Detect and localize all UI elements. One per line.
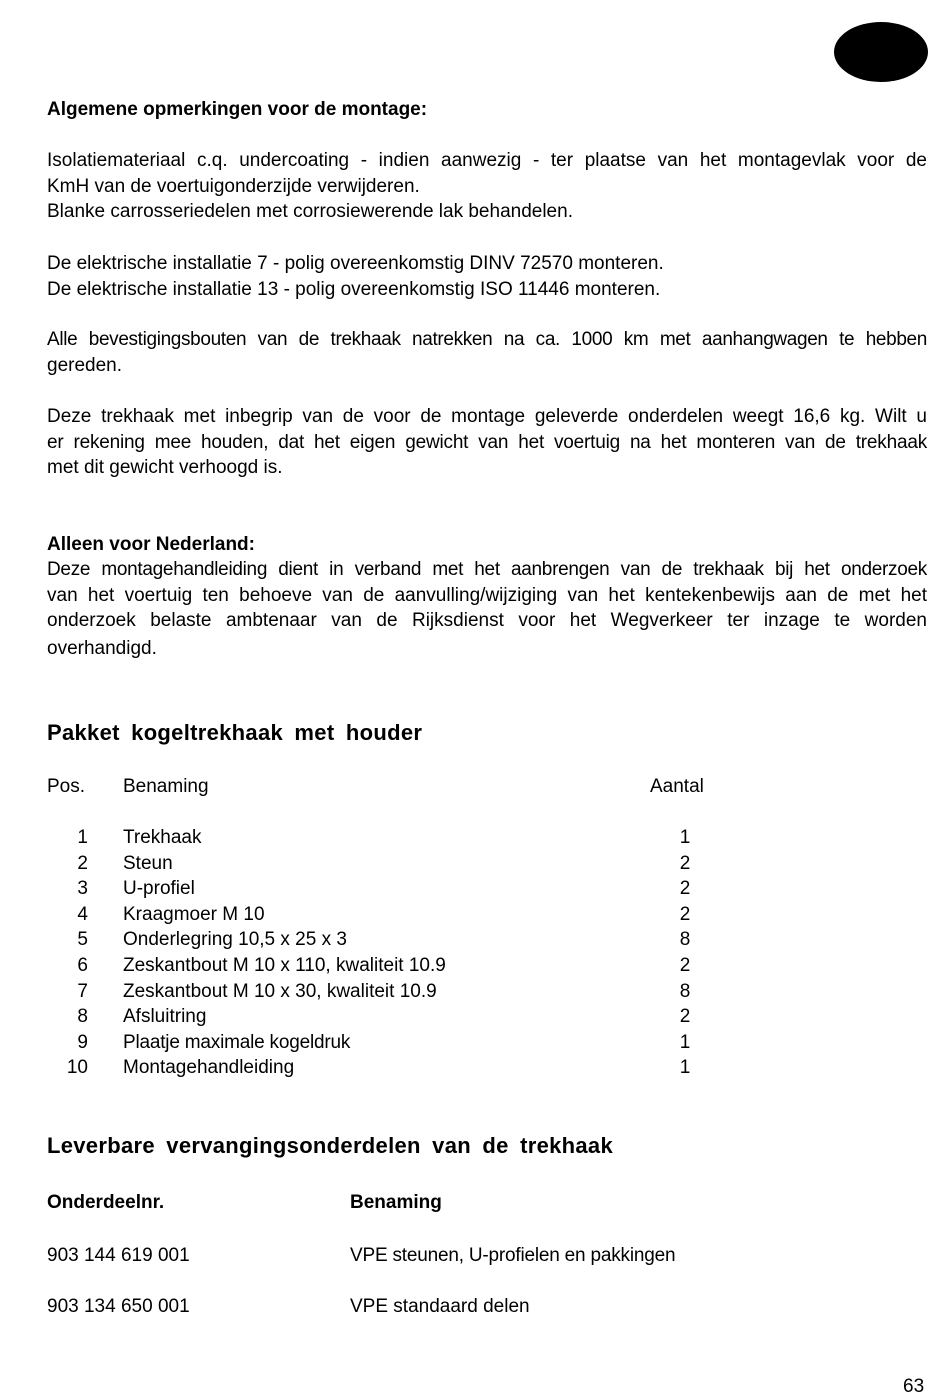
row-part-number: 903 144 619 001 [47, 1245, 190, 1266]
row-name: Afsluitring [123, 1006, 207, 1028]
text-line: Deze trekhaak met inbegrip van de voor de montage geleverde onderdelen weegt 16,6 kg. Wilt u [47, 406, 927, 427]
row-qty: 1 [679, 1057, 691, 1079]
row-qty: 1 [679, 827, 691, 848]
row-name: U-profiel [123, 878, 195, 900]
row-pos: 7 [77, 980, 88, 1002]
row-qty: 8 [679, 929, 691, 951]
table-row [0, 825, 900, 851]
table-row [0, 927, 900, 953]
row-qty: 8 [679, 980, 691, 1002]
row-pos: 8 [77, 1006, 88, 1028]
table-row [0, 1055, 900, 1081]
row-name: Montagehandleiding [123, 1057, 295, 1079]
row-pos: 10 [66, 1057, 88, 1079]
row-pos: 1 [77, 827, 88, 848]
row-qty: 2 [679, 852, 691, 874]
general-paragraph-3 [47, 327, 927, 378]
row-name: Steun [123, 852, 173, 874]
spares-title: Leverbare vervangingsonderdelen van de trekhaak [47, 1133, 613, 1158]
header-part: Onderdeelnr. [47, 1192, 165, 1213]
table-row [0, 902, 900, 928]
text-line: onderzoek belaste ambtenaar van de Rijksdienst voor het Wegverkeer ter inzage te worden [47, 610, 927, 632]
black-oval-mark [834, 22, 928, 82]
header-pos: Pos. [47, 776, 86, 797]
header-qty: Aantal [650, 776, 704, 797]
row-qty: 2 [679, 878, 691, 900]
text-line: met dit gewicht verhoogd is. [47, 457, 283, 479]
text-line: van het voertuig ten behoeve van de aanvulling/wijziging van het kentekenbewijs aan de met het [47, 584, 927, 606]
page-number: 63 [903, 1376, 925, 1397]
package-table [0, 774, 950, 1094]
table-row [0, 979, 900, 1005]
general-paragraph-2 [47, 251, 927, 302]
text-line: Deze montagehandleiding dient in verband met het aanbrengen van de trekhaak bij het onderzoek [47, 559, 927, 580]
row-pos: 9 [77, 1031, 88, 1053]
row-part-number: 903 134 650 001 [47, 1296, 190, 1317]
general-paragraph-1 [47, 148, 927, 225]
row-pos: 3 [77, 878, 88, 900]
spares-header-row [0, 1190, 900, 1216]
header-name: Benaming [350, 1192, 442, 1213]
package-header-row [0, 774, 900, 800]
row-pos: 5 [77, 929, 88, 951]
text-line: De elektrische installatie 7 - polig overeenkomstig DINV 72570 monteren. [47, 253, 664, 274]
netherlands-paragraph [47, 557, 927, 662]
row-qty: 2 [679, 903, 691, 925]
row-name: Onderlegring 10,5 x 25 x 3 [123, 929, 347, 951]
text-line: Blanke carrosseriedelen met corrosiewerende lak behandelen. [47, 201, 573, 223]
table-row [0, 851, 900, 877]
table-row [0, 1294, 900, 1320]
row-qty: 2 [679, 955, 691, 976]
header-name: Benaming [123, 776, 209, 797]
spares-table [0, 1190, 950, 1330]
table-row [0, 1004, 900, 1030]
package-title: Pakket kogeltrekhaak met houder [47, 720, 423, 745]
table-row [0, 876, 900, 902]
row-name: Zeskantbout M 10 x 30, kwaliteit 10.9 [123, 980, 437, 1002]
row-pos: 4 [77, 903, 88, 925]
row-name: Plaatje maximale kogeldruk [123, 1031, 351, 1053]
text-line: gereden. [47, 354, 123, 376]
row-name: VPE standaard delen [350, 1296, 530, 1317]
general-paragraph-4 [47, 404, 927, 481]
row-name: Kraagmoer M 10 [123, 903, 265, 925]
row-name: VPE steunen, U-profielen en pakkingen [350, 1245, 676, 1266]
row-name: Zeskantbout M 10 x 110, kwaliteit 10.9 [123, 955, 446, 976]
table-row [0, 1243, 900, 1269]
table-row [0, 953, 900, 979]
netherlands-title: Alleen voor Nederland: [47, 534, 255, 555]
text-line: Isolatiemateriaal c.q. undercoating - indien aanwezig - ter plaatse van het montagevlak voor de [47, 150, 927, 171]
row-pos: 6 [77, 955, 88, 976]
table-row [0, 1030, 900, 1056]
text-line: KmH van de voertuigonderzijde verwijderen. [47, 175, 420, 197]
text-line: overhandigd. [47, 638, 157, 660]
text-line: Alle bevestigingsbouten van de trekhaak natrekken na ca. 1000 km met aanhangwagen te hebben [47, 329, 927, 350]
text-line: er rekening mee houden, dat het eigen gewicht van het voertuig na het monteren van de trekhaak [47, 431, 927, 453]
row-qty: 1 [679, 1031, 691, 1053]
row-qty: 2 [679, 1006, 691, 1028]
text-line: De elektrische installatie 13 - polig overeenkomstig ISO 11446 monteren. [47, 278, 661, 300]
general-title: Algemene opmerkingen voor de montage: [47, 99, 428, 120]
row-pos: 2 [77, 852, 88, 874]
row-name: Trekhaak [123, 827, 202, 848]
